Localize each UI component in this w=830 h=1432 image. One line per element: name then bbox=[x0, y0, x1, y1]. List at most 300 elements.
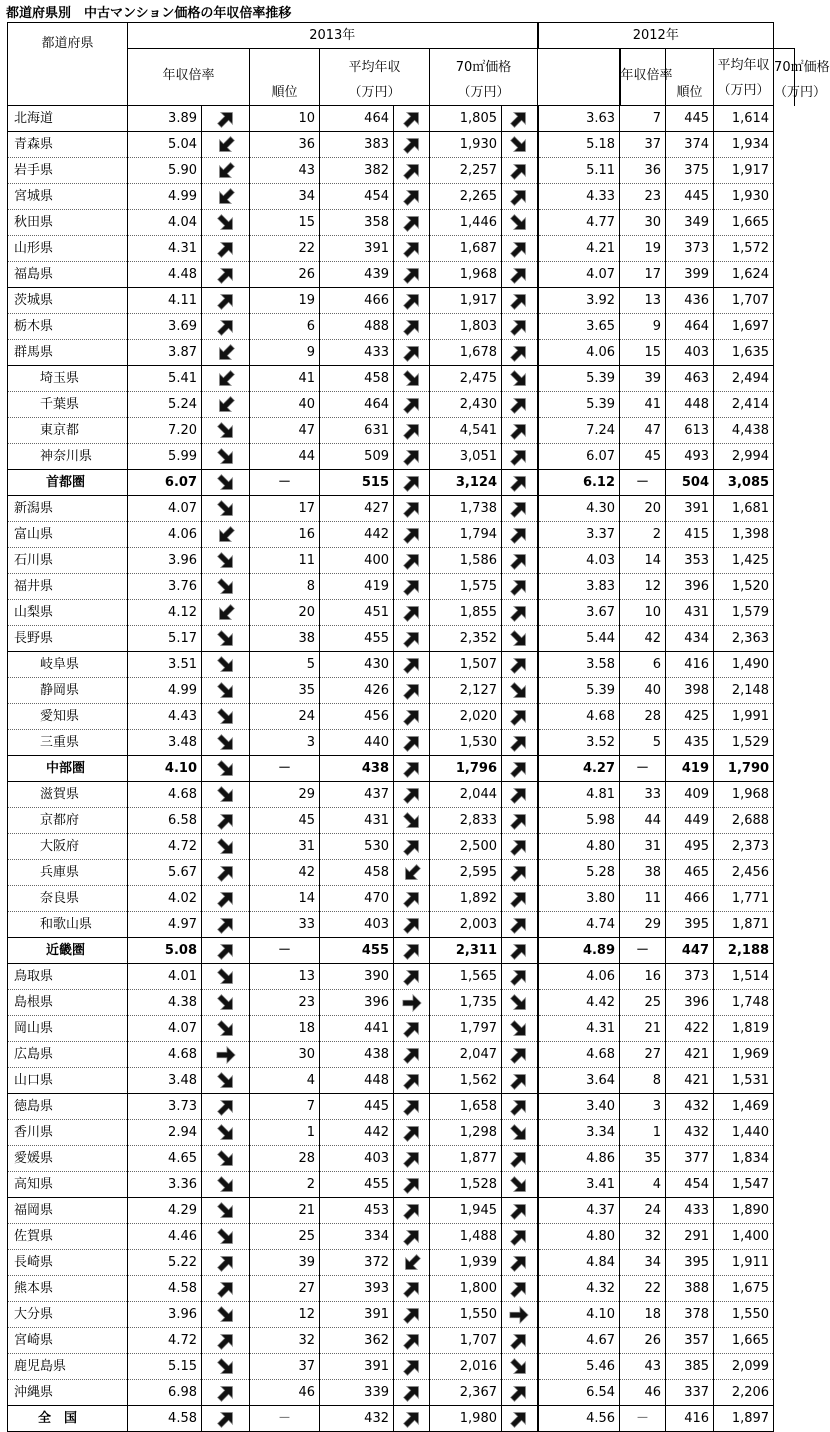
rank-2013: 15 bbox=[250, 210, 320, 236]
income-2013: 515 bbox=[320, 470, 394, 496]
price-2013: 1,678 bbox=[430, 340, 502, 366]
income-2013: 383 bbox=[320, 132, 394, 158]
price-2013: 4,541 bbox=[430, 418, 502, 444]
rank-2013: 23 bbox=[250, 990, 320, 1016]
trend-arrow-ne-icon bbox=[508, 160, 530, 182]
trend-arrow-se-icon bbox=[215, 550, 237, 572]
price-arrow bbox=[502, 236, 538, 262]
rank-2013: － bbox=[250, 470, 320, 496]
income-2013: 451 bbox=[320, 600, 394, 626]
price-arrow bbox=[502, 132, 538, 158]
ratio-2012: 5.44 bbox=[538, 626, 620, 652]
price-2013: 2,833 bbox=[430, 808, 502, 834]
income-arrow bbox=[394, 860, 430, 886]
trend-arrow-ne-icon bbox=[401, 576, 423, 598]
income-2012: 432 bbox=[666, 1094, 714, 1120]
price-2012: 1,469 bbox=[714, 1094, 774, 1120]
ratio-2013: 3.51 bbox=[128, 652, 202, 678]
income-2012: 431 bbox=[666, 600, 714, 626]
table-row bbox=[8, 132, 795, 158]
price-2013: 2,016 bbox=[430, 1354, 502, 1380]
trend-arrow-ne-icon bbox=[401, 1330, 423, 1352]
prefecture-name: 徳島県 bbox=[8, 1094, 128, 1120]
rank-2013: 6 bbox=[250, 314, 320, 340]
trend-arrow-ne-icon bbox=[508, 1252, 530, 1274]
income-arrow bbox=[394, 132, 430, 158]
trend-arrow-ne-icon bbox=[215, 108, 237, 130]
ratio-2012: 4.07 bbox=[538, 262, 620, 288]
ratio-2013: 4.68 bbox=[128, 782, 202, 808]
price-arrow bbox=[502, 756, 538, 782]
trend-arrow-ne-icon bbox=[401, 914, 423, 936]
trend-arrow-se-icon bbox=[215, 446, 237, 468]
trend-arrow-ne-icon bbox=[401, 1122, 423, 1144]
trend-arrow-se-icon bbox=[215, 576, 237, 598]
rank-2013: 30 bbox=[250, 1042, 320, 1068]
rank-2012: 39 bbox=[620, 366, 666, 392]
prefecture-name: 岩手県 bbox=[8, 158, 128, 184]
ratio-2013: 4.38 bbox=[128, 990, 202, 1016]
trend-arrow-ne-icon bbox=[215, 1252, 237, 1274]
price-2013: 1,687 bbox=[430, 236, 502, 262]
income-2013: 372 bbox=[320, 1250, 394, 1276]
header-row-year bbox=[8, 23, 795, 49]
trend-arrow-ne-icon bbox=[508, 1070, 530, 1092]
table-row bbox=[8, 184, 795, 210]
table-row bbox=[8, 704, 795, 730]
income-2013: 419 bbox=[320, 574, 394, 600]
rank-2012: 29 bbox=[620, 912, 666, 938]
trend-arrow-sw-icon bbox=[215, 160, 237, 182]
rank-2012: 5 bbox=[620, 730, 666, 756]
trend-arrow-ne-icon bbox=[508, 576, 530, 598]
price-2012: 1,550 bbox=[714, 1302, 774, 1328]
income-arrow bbox=[394, 678, 430, 704]
price-2013: 1,980 bbox=[430, 1406, 502, 1432]
table-row bbox=[8, 964, 795, 990]
price-arrow bbox=[502, 1172, 538, 1198]
income-arrow bbox=[394, 418, 430, 444]
ratio-2012: 4.86 bbox=[538, 1146, 620, 1172]
rank-2012: 44 bbox=[620, 808, 666, 834]
table-row bbox=[8, 626, 795, 652]
prefecture-name: 鹿児島県 bbox=[8, 1354, 128, 1380]
rank-2013: 35 bbox=[250, 678, 320, 704]
trend-arrow-ne-icon bbox=[508, 758, 530, 780]
trend-arrow-ne-icon bbox=[508, 940, 530, 962]
ratio-2013: 4.31 bbox=[128, 236, 202, 262]
prefecture-name: 熊本県 bbox=[8, 1276, 128, 1302]
prefecture-name: 島根県 bbox=[8, 990, 128, 1016]
income-2012: 337 bbox=[666, 1380, 714, 1406]
ratio-2012: 5.98 bbox=[538, 808, 620, 834]
income-2013: 439 bbox=[320, 262, 394, 288]
price-arrow bbox=[502, 860, 538, 886]
price-2013: 3,124 bbox=[430, 470, 502, 496]
ratio-arrow bbox=[202, 1250, 250, 1276]
price-2013: 1,446 bbox=[430, 210, 502, 236]
ratio-2012: 5.39 bbox=[538, 392, 620, 418]
prefecture-name: 広島県 bbox=[8, 1042, 128, 1068]
rank-2012: 16 bbox=[620, 964, 666, 990]
ratio-arrow bbox=[202, 730, 250, 756]
ratio-2012: 3.65 bbox=[538, 314, 620, 340]
income-2012: 433 bbox=[666, 1198, 714, 1224]
price-2012: 1,400 bbox=[714, 1224, 774, 1250]
price-arrow bbox=[502, 314, 538, 340]
income-arrow bbox=[394, 756, 430, 782]
trend-arrow-e-icon bbox=[401, 992, 423, 1014]
ratio-2012: 4.37 bbox=[538, 1198, 620, 1224]
table-row bbox=[8, 886, 795, 912]
rank-2012: 32 bbox=[620, 1224, 666, 1250]
ratio-2013: 3.87 bbox=[128, 340, 202, 366]
price-arrow bbox=[502, 1016, 538, 1042]
rank-2013: 42 bbox=[250, 860, 320, 886]
ratio-arrow bbox=[202, 1328, 250, 1354]
rank-2012: 20 bbox=[620, 496, 666, 522]
table-row bbox=[8, 392, 795, 418]
income-ratio-table bbox=[7, 22, 830, 1432]
ratio-2013: 4.04 bbox=[128, 210, 202, 236]
trend-arrow-ne-icon bbox=[401, 1096, 423, 1118]
table-row bbox=[8, 574, 795, 600]
ratio-2012: 4.21 bbox=[538, 236, 620, 262]
income-arrow bbox=[394, 834, 430, 860]
income-arrow bbox=[394, 990, 430, 1016]
ratio-2013: 5.99 bbox=[128, 444, 202, 470]
table-row bbox=[8, 522, 795, 548]
price-2012: 1,890 bbox=[714, 1198, 774, 1224]
income-2012: 409 bbox=[666, 782, 714, 808]
rank-2013: 40 bbox=[250, 392, 320, 418]
trend-arrow-ne-icon bbox=[401, 160, 423, 182]
trend-arrow-se-icon bbox=[215, 784, 237, 806]
ratio-2013: 4.72 bbox=[128, 834, 202, 860]
rank-2013: 27 bbox=[250, 1276, 320, 1302]
trend-arrow-ne-icon bbox=[508, 1096, 530, 1118]
table-row bbox=[8, 1250, 795, 1276]
price-arrow bbox=[502, 1328, 538, 1354]
ratio-2012: 3.67 bbox=[538, 600, 620, 626]
income-2012: 374 bbox=[666, 132, 714, 158]
rank-2012: 8 bbox=[620, 1068, 666, 1094]
ratio-2013: 5.41 bbox=[128, 366, 202, 392]
price-2013: 1,298 bbox=[430, 1120, 502, 1146]
income-2013: 488 bbox=[320, 314, 394, 340]
price-2013: 1,738 bbox=[430, 496, 502, 522]
ratio-arrow bbox=[202, 444, 250, 470]
ratio-arrow bbox=[202, 1016, 250, 1042]
table-row bbox=[8, 470, 795, 496]
prefecture-name: 山梨県 bbox=[8, 600, 128, 626]
trend-arrow-se-icon bbox=[215, 1200, 237, 1222]
ratio-2013: 4.07 bbox=[128, 1016, 202, 1042]
price-arrow bbox=[502, 600, 538, 626]
income-arrow bbox=[394, 158, 430, 184]
rank-2012: 35 bbox=[620, 1146, 666, 1172]
table-row bbox=[8, 262, 795, 288]
trend-arrow-ne-icon bbox=[508, 1382, 530, 1404]
prefecture-name: 富山県 bbox=[8, 522, 128, 548]
table-row bbox=[8, 600, 795, 626]
income-2012: 454 bbox=[666, 1172, 714, 1198]
trend-arrow-ne-icon bbox=[401, 940, 423, 962]
trend-arrow-ne-icon bbox=[508, 446, 530, 468]
ratio-2012: 7.24 bbox=[538, 418, 620, 444]
trend-arrow-ne-icon bbox=[508, 264, 530, 286]
rank-2012: 38 bbox=[620, 860, 666, 886]
income-arrow bbox=[394, 1016, 430, 1042]
ratio-2013: 4.97 bbox=[128, 912, 202, 938]
table-row bbox=[8, 444, 795, 470]
rank-2012: 22 bbox=[620, 1276, 666, 1302]
rank-2012: 3 bbox=[620, 1094, 666, 1120]
price-arrow bbox=[502, 262, 538, 288]
income-2013: 391 bbox=[320, 236, 394, 262]
income-arrow bbox=[394, 314, 430, 340]
income-2013: 403 bbox=[320, 1146, 394, 1172]
ratio-2012: 5.11 bbox=[538, 158, 620, 184]
table-row bbox=[8, 990, 795, 1016]
price-arrow bbox=[502, 418, 538, 444]
trend-arrow-ne-icon bbox=[508, 316, 530, 338]
ratio-2013: 4.99 bbox=[128, 184, 202, 210]
ratio-arrow bbox=[202, 210, 250, 236]
trend-arrow-ne-icon bbox=[508, 238, 530, 260]
rank-2013: － bbox=[250, 938, 320, 964]
ratio-2013: 5.22 bbox=[128, 1250, 202, 1276]
prefecture-name: 神奈川県 bbox=[8, 444, 128, 470]
ratio-2012: 4.30 bbox=[538, 496, 620, 522]
income-arrow bbox=[394, 1328, 430, 1354]
trend-arrow-se-icon bbox=[508, 212, 530, 234]
trend-arrow-ne-icon bbox=[401, 212, 423, 234]
ratio-2012: 4.77 bbox=[538, 210, 620, 236]
income-2013: 455 bbox=[320, 1172, 394, 1198]
trend-arrow-ne-icon bbox=[401, 420, 423, 442]
prefecture-name: 福井県 bbox=[8, 574, 128, 600]
trend-arrow-ne-icon bbox=[508, 1408, 530, 1430]
ratio-2013: 6.58 bbox=[128, 808, 202, 834]
income-arrow bbox=[394, 1302, 430, 1328]
income-2012: 495 bbox=[666, 834, 714, 860]
income-2012: 373 bbox=[666, 964, 714, 990]
ratio-arrow bbox=[202, 1172, 250, 1198]
trend-arrow-se-icon bbox=[215, 992, 237, 1014]
ratio-arrow bbox=[202, 470, 250, 496]
prefecture-name: 兵庫県 bbox=[8, 860, 128, 886]
table-row bbox=[8, 1120, 795, 1146]
trend-arrow-se-icon bbox=[508, 1174, 530, 1196]
trend-arrow-ne-icon bbox=[401, 758, 423, 780]
rank-2012: 34 bbox=[620, 1250, 666, 1276]
ratio-arrow bbox=[202, 1354, 250, 1380]
trend-arrow-ne-icon bbox=[508, 914, 530, 936]
ratio-2013: 5.08 bbox=[128, 938, 202, 964]
prefecture-name: 鳥取県 bbox=[8, 964, 128, 990]
ratio-2013: 5.24 bbox=[128, 392, 202, 418]
ratio-2012: 4.80 bbox=[538, 834, 620, 860]
price-2012: 3,085 bbox=[714, 470, 774, 496]
rank-2012: 13 bbox=[620, 288, 666, 314]
prefecture-name: 全 国 bbox=[8, 1406, 128, 1432]
price-2012: 1,834 bbox=[714, 1146, 774, 1172]
rank-2013: 24 bbox=[250, 704, 320, 730]
ratio-arrow bbox=[202, 1380, 250, 1406]
price-2013: 1,530 bbox=[430, 730, 502, 756]
price-2012: 1,968 bbox=[714, 782, 774, 808]
price-arrow bbox=[502, 1146, 538, 1172]
ratio-arrow bbox=[202, 782, 250, 808]
rank-2012: 43 bbox=[620, 1354, 666, 1380]
income-2012: 377 bbox=[666, 1146, 714, 1172]
ratio-2012: 6.54 bbox=[538, 1380, 620, 1406]
ratio-2013: 3.48 bbox=[128, 730, 202, 756]
trend-arrow-ne-icon bbox=[508, 472, 530, 494]
trend-arrow-ne-icon bbox=[508, 1148, 530, 1170]
rank-2012: 26 bbox=[620, 1328, 666, 1354]
rank-2013: 19 bbox=[250, 288, 320, 314]
ratio-2013: 4.07 bbox=[128, 496, 202, 522]
table-row bbox=[8, 730, 795, 756]
income-2013: 339 bbox=[320, 1380, 394, 1406]
price-2012: 1,531 bbox=[714, 1068, 774, 1094]
trend-arrow-ne-icon bbox=[508, 654, 530, 676]
income-arrow bbox=[394, 470, 430, 496]
price-2012: 1,771 bbox=[714, 886, 774, 912]
price-2013: 1,892 bbox=[430, 886, 502, 912]
price-arrow bbox=[502, 574, 538, 600]
prefecture-name: 埼玉県 bbox=[8, 366, 128, 392]
trend-arrow-se-icon bbox=[508, 992, 530, 1014]
ratio-2013: 5.17 bbox=[128, 626, 202, 652]
rank-2013: 32 bbox=[250, 1328, 320, 1354]
ratio-arrow bbox=[202, 158, 250, 184]
prefecture-name: 長野県 bbox=[8, 626, 128, 652]
trend-arrow-ne-icon bbox=[401, 1382, 423, 1404]
rank-2013: 38 bbox=[250, 626, 320, 652]
prefecture-name: 和歌山県 bbox=[8, 912, 128, 938]
price-2012: 2,363 bbox=[714, 626, 774, 652]
trend-arrow-se-icon bbox=[508, 628, 530, 650]
income-2012: 395 bbox=[666, 912, 714, 938]
trend-arrow-sw-icon bbox=[215, 186, 237, 208]
rank-2012: － bbox=[620, 756, 666, 782]
trend-arrow-ne-icon bbox=[215, 888, 237, 910]
trend-arrow-ne-icon bbox=[508, 836, 530, 858]
price-2012: 2,206 bbox=[714, 1380, 774, 1406]
price-2012: 1,748 bbox=[714, 990, 774, 1016]
price-2013: 1,565 bbox=[430, 964, 502, 990]
price-2012: 1,969 bbox=[714, 1042, 774, 1068]
income-arrow bbox=[394, 548, 430, 574]
trend-arrow-ne-icon bbox=[215, 914, 237, 936]
income-arrow bbox=[394, 1354, 430, 1380]
ratio-arrow bbox=[202, 652, 250, 678]
income-2013: 453 bbox=[320, 1198, 394, 1224]
price-2013: 1,917 bbox=[430, 288, 502, 314]
trend-arrow-ne-icon bbox=[508, 420, 530, 442]
trend-arrow-ne-icon bbox=[401, 524, 423, 546]
rank-2012: 23 bbox=[620, 184, 666, 210]
trend-arrow-ne-icon bbox=[508, 966, 530, 988]
ratio-2012: 4.10 bbox=[538, 1302, 620, 1328]
trend-arrow-ne-icon bbox=[508, 602, 530, 624]
prefecture-name: 千葉県 bbox=[8, 392, 128, 418]
income-2012: 415 bbox=[666, 522, 714, 548]
income-2012: 445 bbox=[666, 184, 714, 210]
trend-arrow-se-icon bbox=[215, 472, 237, 494]
trend-arrow-sw-icon bbox=[215, 134, 237, 156]
ratio-2012: 5.28 bbox=[538, 860, 620, 886]
trend-arrow-ne-icon bbox=[508, 1330, 530, 1352]
table-row bbox=[8, 1328, 795, 1354]
income-2013: 390 bbox=[320, 964, 394, 990]
trend-arrow-ne-icon bbox=[401, 290, 423, 312]
income-2012: 375 bbox=[666, 158, 714, 184]
price-arrow bbox=[502, 1068, 538, 1094]
trend-arrow-ne-icon bbox=[508, 290, 530, 312]
ratio-2013: 3.89 bbox=[128, 106, 202, 132]
price-arrow bbox=[502, 1120, 538, 1146]
trend-arrow-e-icon bbox=[508, 1304, 530, 1326]
price-arrow bbox=[502, 1042, 538, 1068]
table-row bbox=[8, 496, 795, 522]
trend-arrow-se-icon bbox=[508, 134, 530, 156]
income-2012: 388 bbox=[666, 1276, 714, 1302]
table-row bbox=[8, 314, 795, 340]
rank-2012: － bbox=[620, 1406, 666, 1432]
ratio-2012: 4.74 bbox=[538, 912, 620, 938]
ratio-arrow bbox=[202, 886, 250, 912]
rank-2012: 37 bbox=[620, 132, 666, 158]
trend-arrow-ne-icon bbox=[401, 836, 423, 858]
ratio-2012: 5.39 bbox=[538, 678, 620, 704]
prefecture-name: 奈良県 bbox=[8, 886, 128, 912]
price-2012: 1,934 bbox=[714, 132, 774, 158]
trend-arrow-ne-icon bbox=[401, 342, 423, 364]
ratio-2012: 3.92 bbox=[538, 288, 620, 314]
rank-2012: － bbox=[620, 938, 666, 964]
price-2012: 1,490 bbox=[714, 652, 774, 678]
rank-2013: 44 bbox=[250, 444, 320, 470]
income-2013: 437 bbox=[320, 782, 394, 808]
price-2012: 1,529 bbox=[714, 730, 774, 756]
rank-2013: 26 bbox=[250, 262, 320, 288]
income-2012: 463 bbox=[666, 366, 714, 392]
price-2012: 1,819 bbox=[714, 1016, 774, 1042]
price-arrow bbox=[502, 340, 538, 366]
price-2013: 1,945 bbox=[430, 1198, 502, 1224]
trend-arrow-ne-icon bbox=[401, 1408, 423, 1430]
prefecture-name: 京都府 bbox=[8, 808, 128, 834]
income-arrow bbox=[394, 652, 430, 678]
price-2013: 3,051 bbox=[430, 444, 502, 470]
income-2012: 353 bbox=[666, 548, 714, 574]
trend-arrow-se-icon bbox=[215, 732, 237, 754]
trend-arrow-ne-icon bbox=[401, 498, 423, 520]
table-row bbox=[8, 210, 795, 236]
income-arrow bbox=[394, 600, 430, 626]
trend-arrow-ne-icon bbox=[215, 264, 237, 286]
rank-2013: 2 bbox=[250, 1172, 320, 1198]
income-2012: 391 bbox=[666, 496, 714, 522]
rank-2012: 31 bbox=[620, 834, 666, 860]
ratio-2012: 4.80 bbox=[538, 1224, 620, 1250]
ratio-2013: 2.94 bbox=[128, 1120, 202, 1146]
ratio-2013: 3.73 bbox=[128, 1094, 202, 1120]
